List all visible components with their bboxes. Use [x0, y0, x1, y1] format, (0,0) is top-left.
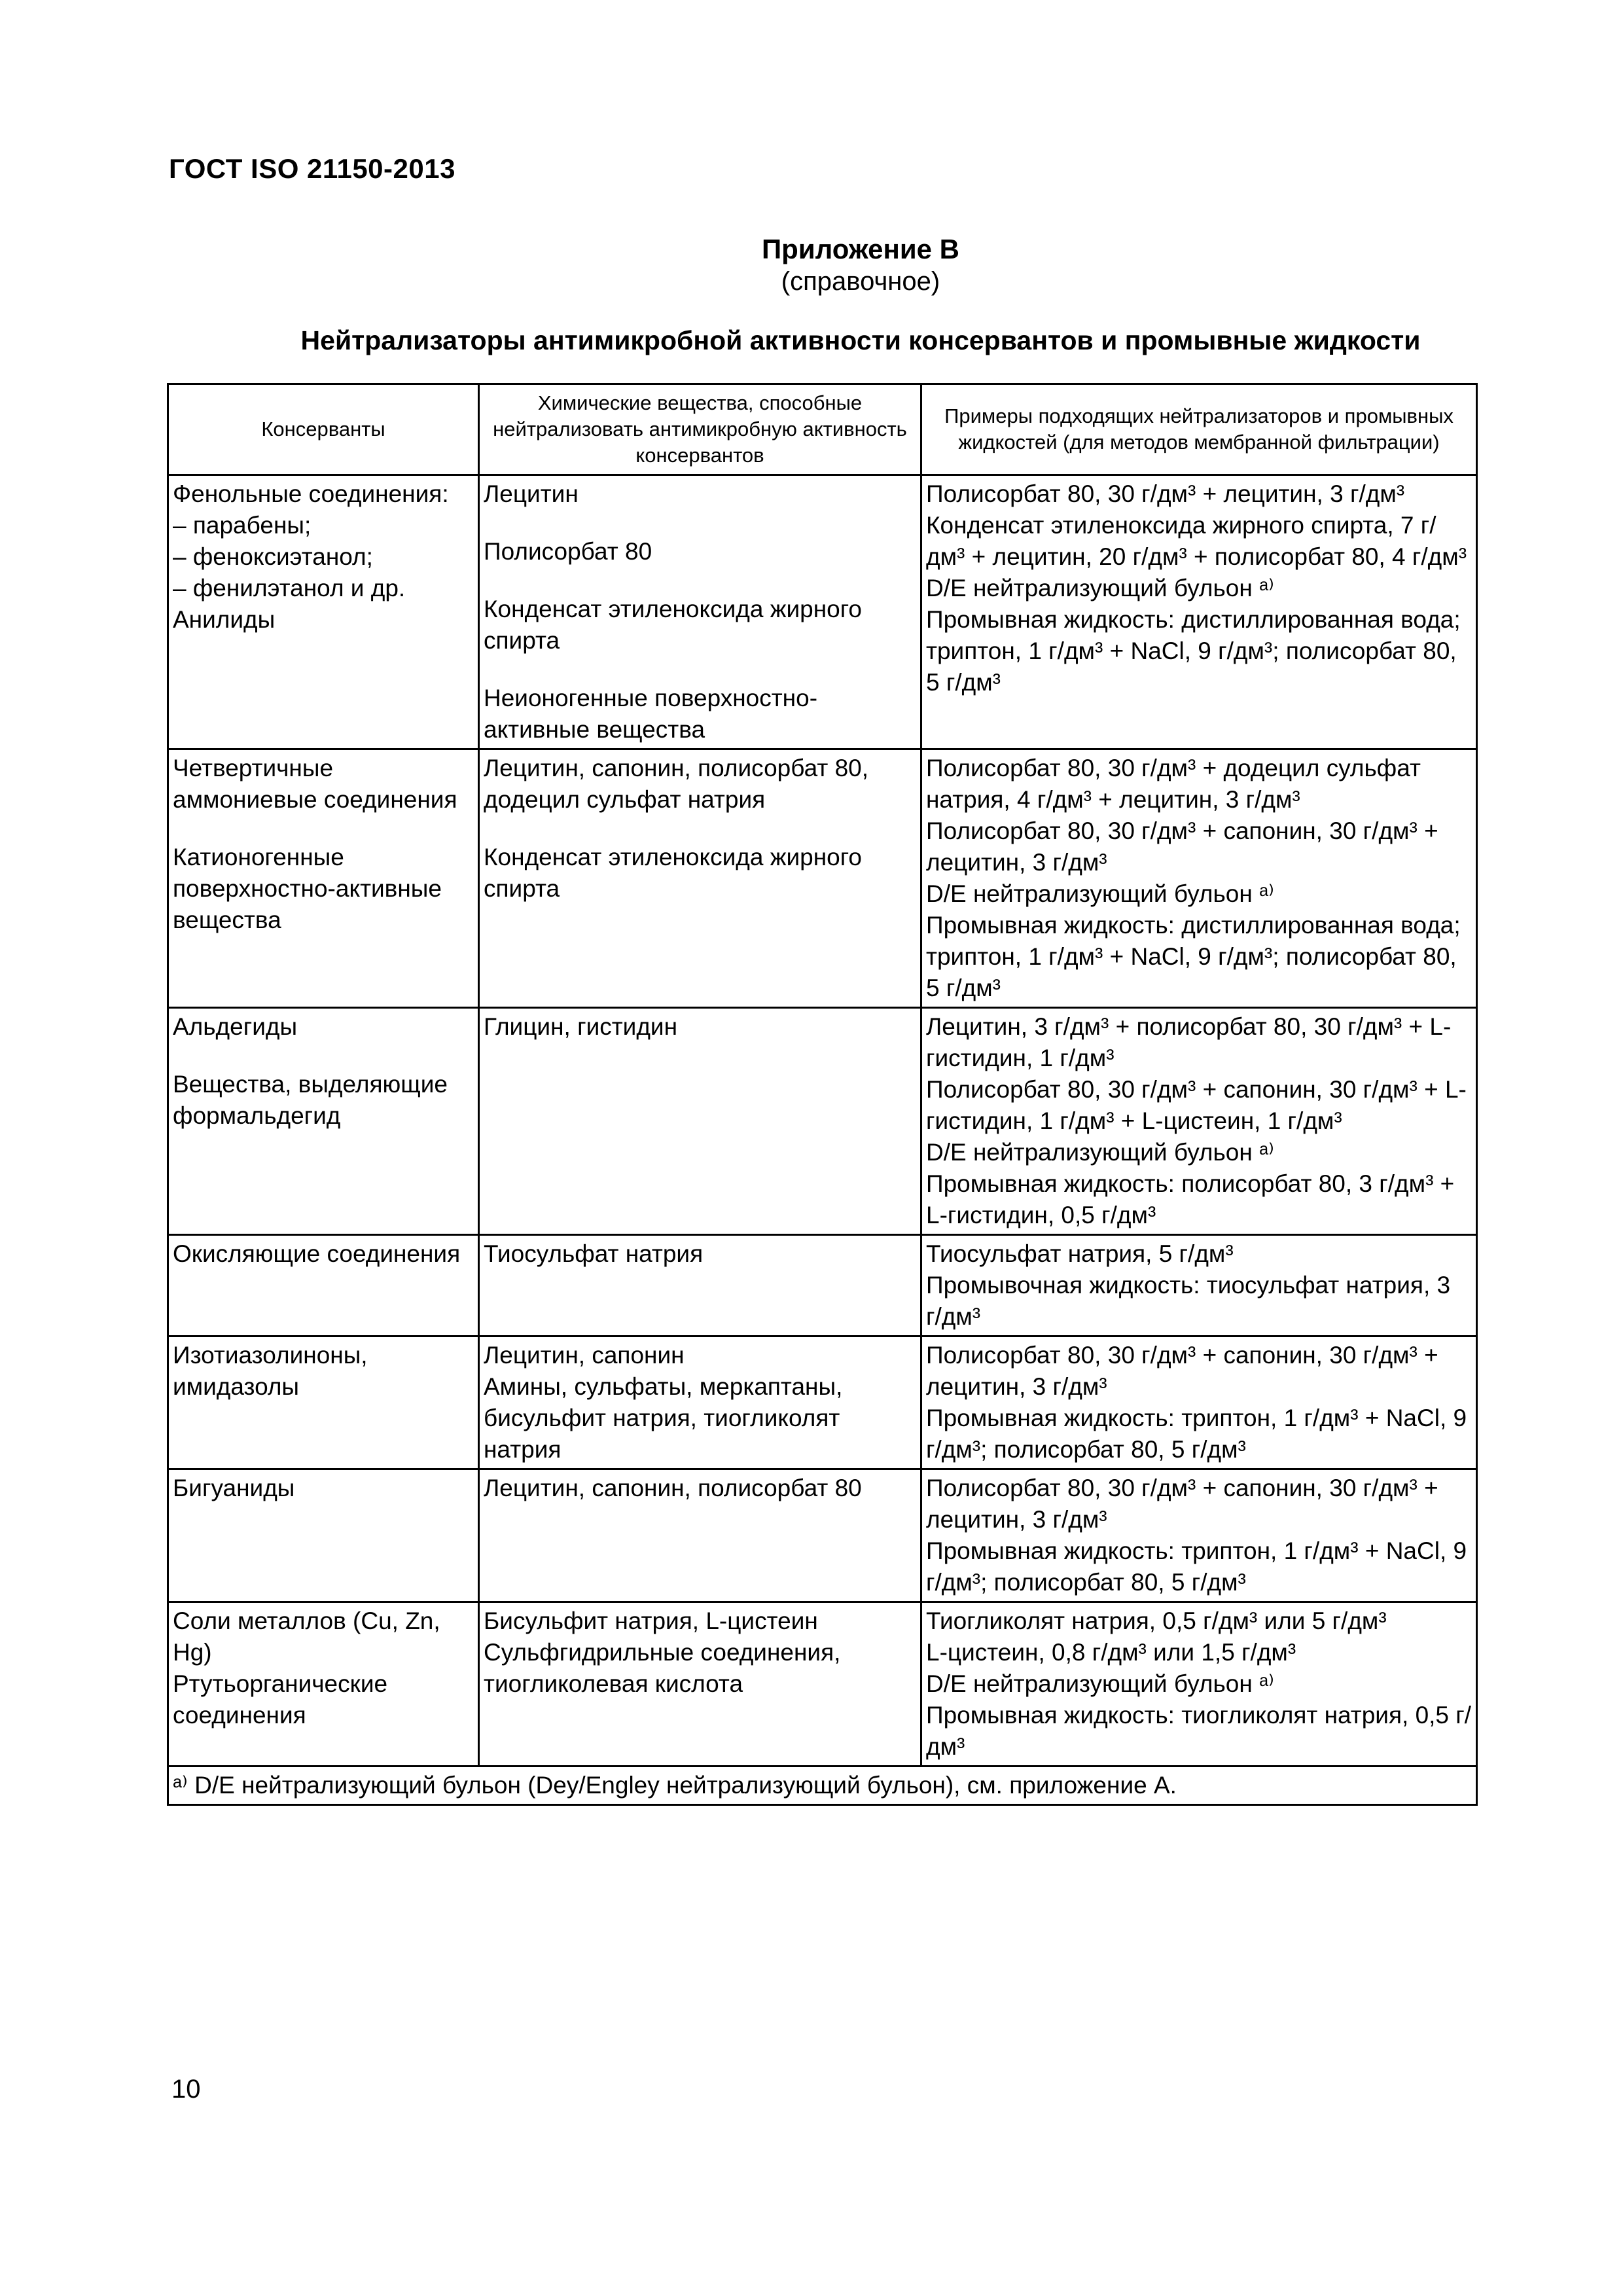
appendix-title: Приложение В: [761, 234, 960, 264]
column-header-preservatives: Консерванты: [168, 384, 479, 475]
preservative-cell: Соли металлов (Cu, Zn, Hg) Ртутьорганические соединения: [168, 1602, 479, 1767]
chemicals-cell: Тиосульфат натрия: [479, 1235, 921, 1336]
standard-code: ГОСТ ISO 21150-2013: [169, 153, 455, 184]
chemicals-cell: Лецитин, сапонин, полисорбат 80, додецил сульфат натрия Конденсат этиленоксида жирного спирта: [479, 749, 921, 1008]
examples-cell: Тиосульфат натрия, 5 г/дм³ Промывочная жидкость: тиосульфат натрия, 3 г/дм³: [921, 1235, 1477, 1336]
preservative-cell: Фенольные соединения: – парабены; – феноксиэтанол; – фенилэтанол и др. Анилиды: [168, 475, 479, 749]
footnote-row: [168, 1767, 1477, 1805]
preservative-cell: Изотиазолиноны, имидазолы: [168, 1336, 479, 1469]
examples-cell: Полисорбат 80, 30 г/дм³ + лецитин, 3 г/дм³ Конденсат этиленоксида жирного спирта, 7 г/дм³ + лецитин, 20 г/дм³ + полисорбат 80, 4 г/дм³ D/E нейтрализующий бульон ᵃ⁾ Промывная жидкость: дистиллированная вода; триптон, 1 г/дм³ + NaCl, 9 г/дм³; полисорбат 80, 5 г/дм³: [921, 475, 1477, 749]
chemicals-cell: Лецитин, сапонин Амины, сульфаты, меркаптаны, бисульфит натрия, тиогликолят натрия: [479, 1336, 921, 1469]
preservative-cell: Бигуаниды: [168, 1469, 479, 1602]
chemicals-cell: Лецитин, сапонин, полисорбат 80: [479, 1469, 921, 1602]
chemicals-cell: Лецитин Полисорбат 80 Конденсат этиленоксида жирного спирта Неионогенные поверхностно-активные вещества: [479, 475, 921, 749]
preservative-cell: Четвертичные аммониевые соединения Катионогенные поверхностно-активные вещества: [168, 749, 479, 1008]
appendix-type: (справочное): [781, 267, 940, 296]
table-row: [168, 1336, 1477, 1469]
page-number: 10: [171, 2075, 201, 2104]
table-footnote: ᵃ⁾ D/E нейтрализующий бульон (Dey/Engley нейтрализующий бульон), см. приложение А.: [168, 1767, 1477, 1805]
preservative-cell: Альдегиды Вещества, выделяющие формальдегид: [168, 1008, 479, 1235]
table-row: [168, 475, 1477, 749]
chemicals-cell: Бисульфит натрия, L-цистеин Сульфгидрильные соединения, тиогликолевая кислота: [479, 1602, 921, 1767]
examples-cell: Лецитин, 3 г/дм³ + полисорбат 80, 30 г/дм³ + L-гистидин, 1 г/дм³ Полисорбат 80, 30 г/дм³ + сапонин, 30 г/дм³ + L-гистидин, 1 г/дм³ + L-цистеин, 1 г/дм³ D/E нейтрализующий бульон ᵃ⁾ Промывная жидкость: полисорбат 80, 3 г/дм³ + L-гистидин, 0,5 г/дм³: [921, 1008, 1477, 1235]
table-row: [168, 1602, 1477, 1767]
table-header-row: [168, 384, 1477, 475]
examples-cell: Полисорбат 80, 30 г/дм³ + сапонин, 30 г/дм³ + лецитин, 3 г/дм³ Промывная жидкость: триптон, 1 г/дм³ + NaCl, 9 г/дм³; полисорбат 80, 5 г/дм³: [921, 1336, 1477, 1469]
table-row: [168, 1469, 1477, 1602]
preservative-cell: Окисляющие соединения: [168, 1235, 479, 1336]
table-row: [168, 749, 1477, 1008]
column-header-chemicals: Химические вещества, способные нейтрализовать антимикробную активность консервантов: [479, 384, 921, 475]
table-row: [168, 1235, 1477, 1336]
table-row: [168, 1008, 1477, 1235]
neutralizers-table: [167, 383, 1478, 1806]
chemicals-cell: Глицин, гистидин: [479, 1008, 921, 1235]
table-title: Нейтрализаторы антимикробной активности консервантов и промывные жидкости: [300, 325, 1421, 355]
column-header-examples: Примеры подходящих нейтрализаторов и промывных жидкостей (для методов мембранной фильтрации): [921, 384, 1477, 475]
examples-cell: Полисорбат 80, 30 г/дм³ + сапонин, 30 г/дм³ + лецитин, 3 г/дм³ Промывная жидкость: триптон, 1 г/дм³ + NaCl, 9 г/дм³; полисорбат 80, 5 г/дм³: [921, 1469, 1477, 1602]
examples-cell: Тиогликолят натрия, 0,5 г/дм³ или 5 г/дм³ L-цистеин, 0,8 г/дм³ или 1,5 г/дм³ D/E нейтрализующий бульон ᵃ⁾ Промывная жидкость: тиогликолят натрия, 0,5 г/дм³: [921, 1602, 1477, 1767]
examples-cell: Полисорбат 80, 30 г/дм³ + додецил сульфат натрия, 4 г/дм³ + лецитин, 3 г/дм³ Полисорбат 80, 30 г/дм³ + сапонин, 30 г/дм³ + лецитин, 3 г/дм³ D/E нейтрализующий бульон ᵃ⁾ Промывная жидкость: дистиллированная вода; триптон, 1 г/дм³ + NaCl, 9 г/дм³; полисорбат 80, 5 г/дм³: [921, 749, 1477, 1008]
